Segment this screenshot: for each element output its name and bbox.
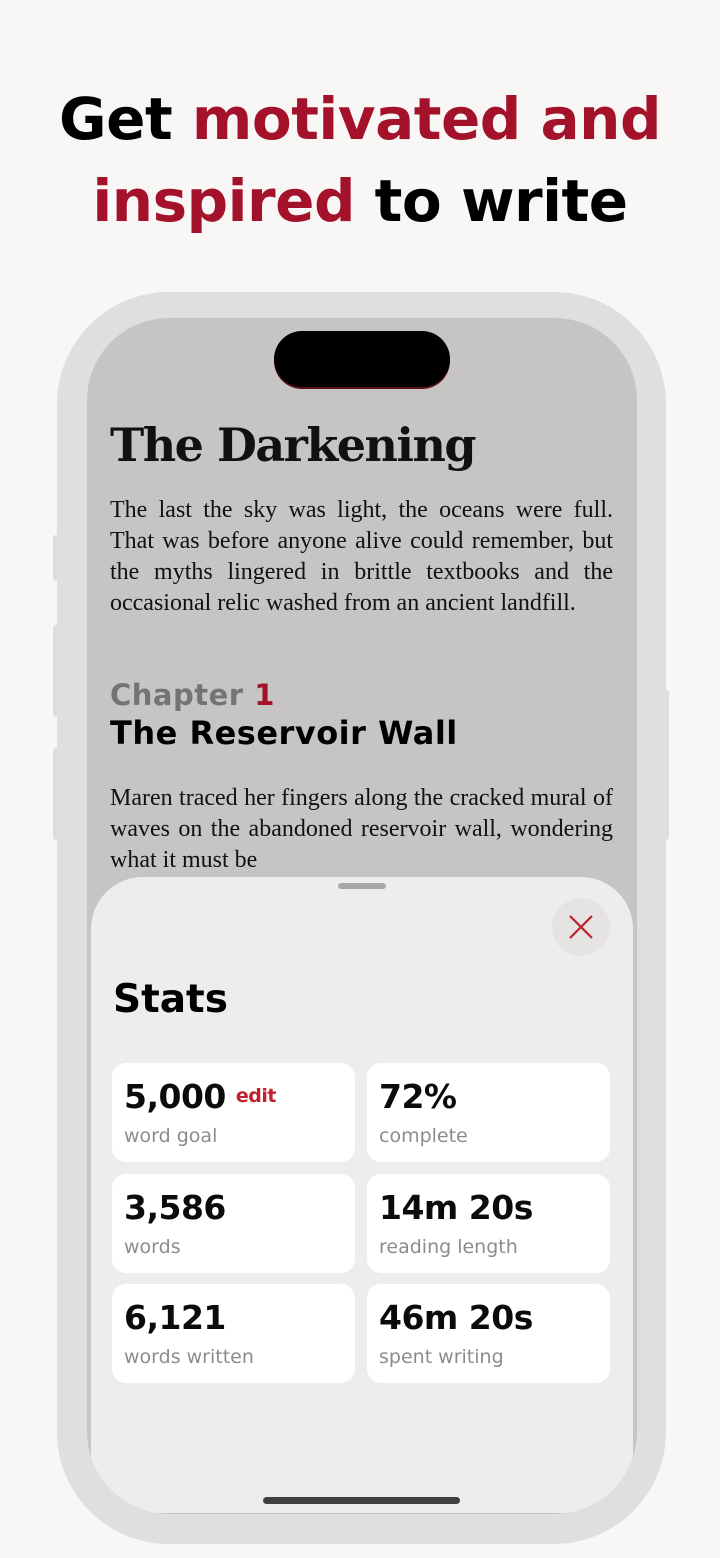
stat-value: 3,586 (124, 1188, 226, 1227)
edit-goal-link[interactable]: edit (235, 1085, 276, 1107)
headline-highlight: motivated and (191, 85, 661, 153)
headline-highlight: inspired (92, 167, 355, 235)
stat-card-words (112, 1174, 355, 1273)
headline (0, 78, 720, 242)
stat-card-spent-writing (367, 1284, 610, 1383)
stat-label: word goal (124, 1125, 218, 1147)
close-button[interactable] (552, 898, 610, 956)
close-icon (552, 898, 610, 956)
dynamic-island (274, 331, 450, 387)
stat-card-word-goal (112, 1063, 355, 1162)
stat-value: 6,121 (124, 1298, 226, 1337)
home-indicator[interactable] (263, 1497, 460, 1504)
stat-value: 14m 20s (379, 1188, 533, 1227)
chapter-title: The Reservoir Wall (110, 714, 458, 752)
stat-value: 72% (379, 1077, 457, 1116)
chapter-number: 1 (254, 678, 275, 712)
stat-label: words written (124, 1346, 254, 1368)
stat-label: reading length (379, 1236, 518, 1258)
stat-value: 5,000 (124, 1077, 226, 1116)
stat-card-reading-length (367, 1174, 610, 1273)
stat-card-complete (367, 1063, 610, 1162)
headline-text: to write (354, 167, 628, 235)
phone-screen (87, 318, 637, 1514)
stat-card-words-written (112, 1284, 355, 1383)
headline-text: Get (59, 85, 192, 153)
document-title: The Darkening (110, 418, 476, 472)
stat-label: words (124, 1236, 181, 1258)
chapter-text: Maren traced her fingers along the cracked mural of waves on the abandoned reservoir wall, wondering what it must be (110, 785, 613, 873)
chapter-label (110, 678, 613, 712)
stats-sheet (91, 877, 633, 1513)
sheet-grabber[interactable] (338, 883, 386, 889)
document-intro: The last the sky was light, the oceans were full. That was before anyone alive could remember, but the myths lingered in brittle textbooks and the occasional relic washed from an ancient landfill. (110, 497, 613, 616)
stat-label: complete (379, 1125, 468, 1147)
stats-title: Stats (113, 977, 228, 1022)
stat-value: 46m 20s (379, 1298, 533, 1337)
stat-label: spent writing (379, 1346, 504, 1368)
chapter-word: Chapter (110, 678, 244, 712)
